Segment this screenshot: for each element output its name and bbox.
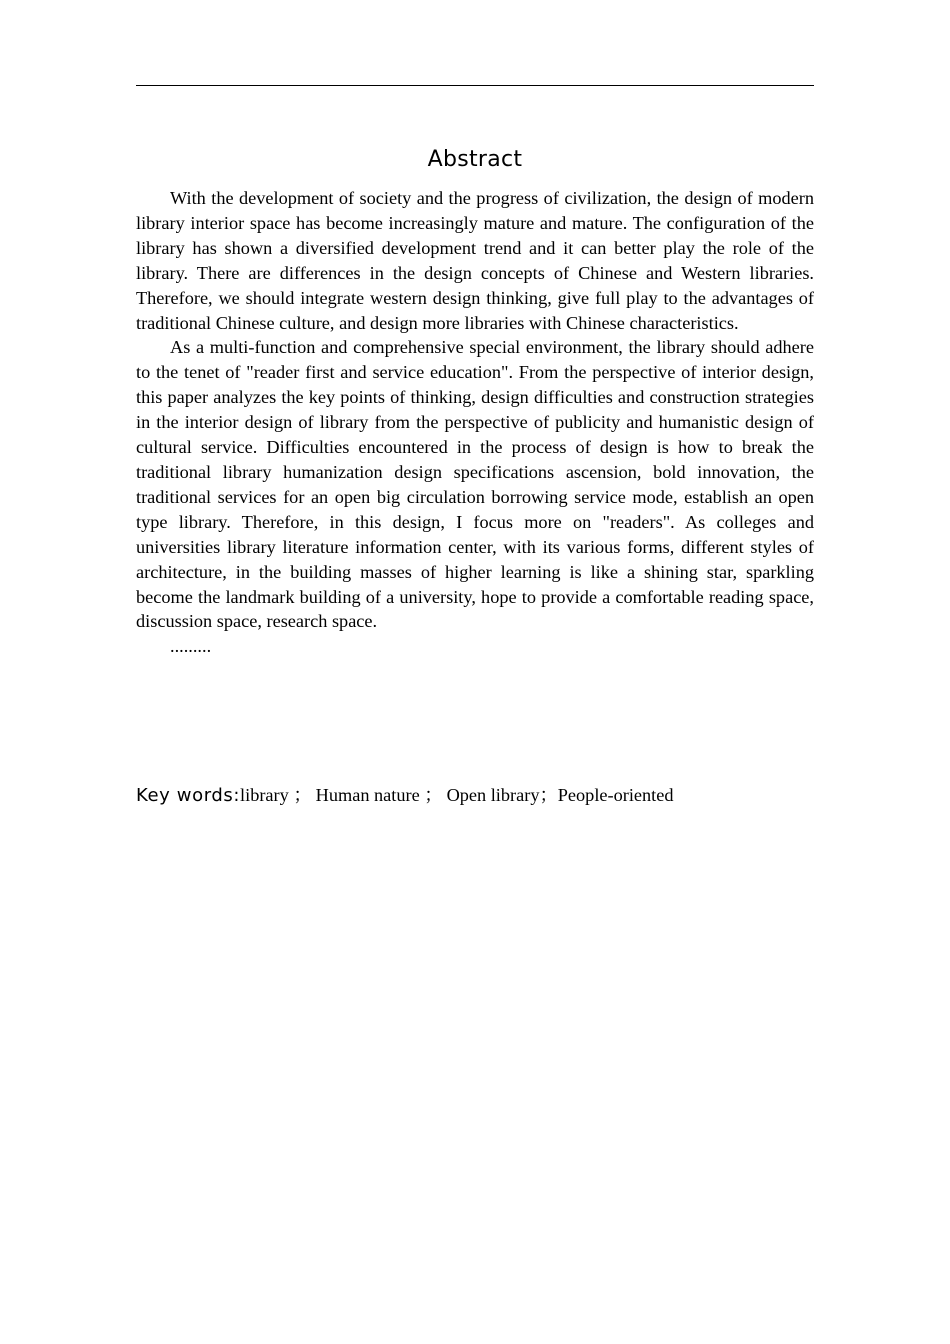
document-page <box>136 0 814 1344</box>
abstract-ellipsis: ......... <box>170 636 212 657</box>
keyword-item: Human nature ； <box>315 785 443 805</box>
keywords-label: Key words: <box>136 785 241 806</box>
abstract-body <box>136 186 814 659</box>
abstract-paragraph: With the development of society and the progress of civilization, the design of modern library interior space has become increasingly mature and mature. The configuration of the library has shown a diversified development trend and it can better play the role of the library. There are differences in the design concepts of Chinese and Western libraries. Therefore, we should integrate western design thinking, give full play to the advantages of traditional Chinese culture, and design more libraries with Chinese characteristics. <box>136 188 814 333</box>
keyword-item: library ； <box>240 785 312 805</box>
abstract-paragraph: As a multi-function and comprehensive special environment, the library should adhere to the tenet of "reader first and service education". From the perspective of interior design, this paper analyzes the key points of thinking, design difficulties and construction strategies in the interior design of library from the perspective of publicity and humanistic design of cultural service. Difficulties encountered in the process of design is how to break the traditional library humanization design specifications ascension, bold innovation, the traditional services for an open big circulation borrowing service mode, establish an open type library. Therefore, in this design, I focus more on "readers". As colleges and universities library literature information center, with its various forms, different styles of architecture, in the building masses of higher learning is like a shining star, sparkling become the landmark building of a university, hope to provide a comfortable reading space, discussion space, research space. <box>136 337 814 632</box>
keywords-line <box>136 782 814 810</box>
header-rule <box>136 85 814 86</box>
keyword-item: People-oriented <box>557 785 674 805</box>
abstract-title: Abstract <box>427 147 523 172</box>
keyword-item: Open library； <box>446 785 558 805</box>
